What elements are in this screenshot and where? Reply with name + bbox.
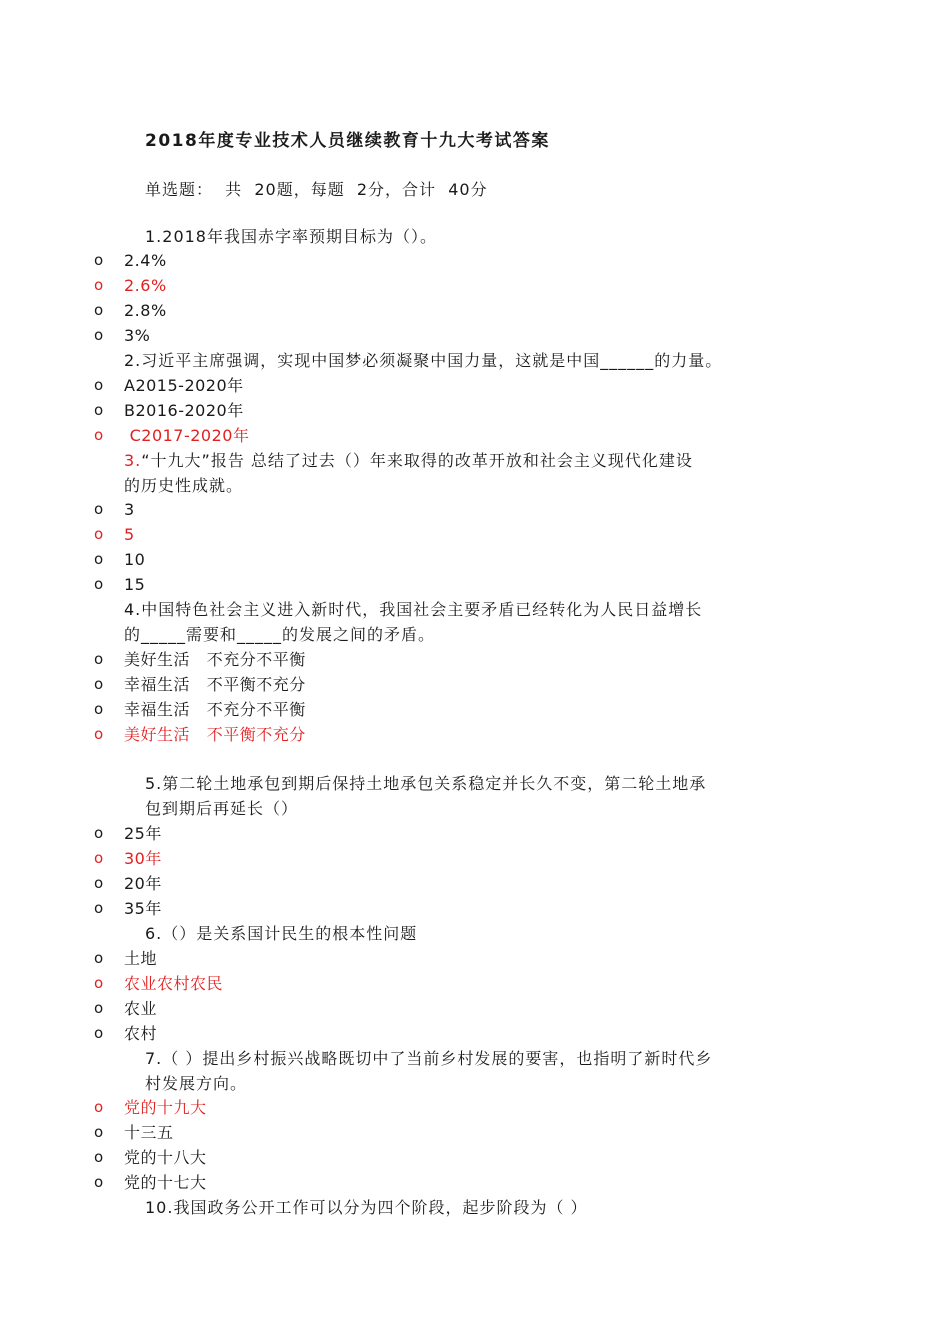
bullet-icon: o: [94, 500, 104, 518]
option-text: 党的十八大: [124, 1148, 207, 1167]
option-item: [0, 547, 950, 572]
option-text: 幸福生活 不平衡不充分: [124, 675, 306, 694]
question-text: 包到期后再延长（）: [145, 799, 299, 818]
option-text: C2017-2020年: [124, 426, 250, 445]
question-4: [124, 597, 702, 622]
option-item: [0, 1021, 950, 1046]
bullet-icon: o: [94, 675, 104, 693]
bullet-icon: o: [94, 426, 104, 444]
option-item: [0, 946, 950, 971]
option-text: 幸福生活 不充分不平衡: [124, 700, 306, 719]
option-item: [0, 572, 950, 597]
bullet-icon: o: [94, 824, 104, 842]
option-text: 农村: [124, 1024, 158, 1043]
option-item-correct: [0, 971, 950, 996]
bullet-icon: o: [94, 525, 104, 543]
option-item-correct: [0, 522, 950, 547]
question-1: [145, 224, 437, 249]
option-item: [0, 497, 950, 522]
question-7-continued: [145, 1071, 247, 1096]
option-text: 15: [124, 575, 146, 594]
question-3: [124, 448, 693, 473]
bullet-icon: o: [94, 1173, 104, 1191]
option-item: [0, 896, 950, 921]
option-text: 20年: [124, 874, 162, 893]
bullet-icon: o: [94, 550, 104, 568]
option-item: [0, 248, 950, 273]
option-item: [0, 373, 950, 398]
option-text: 2.8%: [124, 301, 167, 320]
question-2: [124, 348, 722, 373]
option-item: [0, 672, 950, 697]
question-number: 3.: [124, 451, 142, 470]
option-text: B2016-2020年: [124, 401, 244, 420]
option-text: 农业农村农民: [124, 974, 224, 993]
bullet-icon: o: [94, 650, 104, 668]
bullet-icon: o: [94, 1123, 104, 1141]
question-7: [145, 1046, 712, 1071]
option-text: 3%: [124, 326, 151, 345]
question-text: 10.我国政务公开工作可以分为四个阶段，起步阶段为（ ）: [145, 1198, 588, 1217]
bullet-icon: o: [94, 849, 104, 867]
option-text: 10: [124, 550, 146, 569]
option-item: [0, 996, 950, 1021]
option-item-correct: [0, 722, 950, 747]
bullet-icon: o: [94, 949, 104, 967]
question-4-continued: [124, 622, 435, 647]
option-text: 党的十九大: [124, 1098, 207, 1117]
question-text: 的历史性成就。: [124, 476, 244, 495]
option-item: [0, 1145, 950, 1170]
question-text: 7.（ ）提出乡村振兴战略既切中了当前乡村发展的要害，也指明了新时代乡: [145, 1049, 713, 1068]
option-text: 十三五: [124, 1123, 174, 1142]
question-5-continued: [145, 796, 298, 821]
option-text: 3: [124, 500, 135, 519]
option-text: 30年: [124, 849, 162, 868]
bullet-icon: o: [94, 899, 104, 917]
option-text: 2.4%: [124, 251, 167, 270]
question-6: [145, 921, 417, 946]
bullet-icon: o: [94, 276, 104, 294]
bullet-icon: o: [94, 376, 104, 394]
option-item-correct: [0, 1095, 950, 1120]
option-item: [0, 697, 950, 722]
option-item: [0, 821, 950, 846]
question-text: 5.第二轮土地承包到期后保持土地承包关系稳定并长久不变，第二轮土地承: [145, 774, 707, 793]
option-item: [0, 871, 950, 896]
document-title: 2018年度专业技术人员继续教育十九大考试答案: [145, 131, 550, 151]
question-text: 4.中国特色社会主义进入新时代，我国社会主要矛盾已经转化为人民日益增长: [124, 600, 703, 619]
option-item-correct: [0, 846, 950, 871]
question-text: 村发展方向。: [145, 1074, 248, 1093]
option-text: 2.6%: [124, 276, 167, 295]
question-5: [145, 771, 706, 796]
option-item: [0, 323, 950, 348]
option-item: [0, 298, 950, 323]
option-text: 土地: [124, 949, 158, 968]
question-text: 2.习近平主席强调，实现中国梦必须凝聚中国力量，这就是中国______的力量。: [124, 351, 723, 370]
bullet-icon: o: [94, 999, 104, 1017]
exam-summary: 单选题： 共 20题，每题 2分，合计 40分: [145, 180, 488, 199]
option-text: 25年: [124, 824, 162, 843]
option-text: 美好生活 不充分不平衡: [124, 650, 306, 669]
bullet-icon: o: [94, 1024, 104, 1042]
option-text: 35年: [124, 899, 162, 918]
question-text: 6.（）是关系国计民生的根本性问题: [145, 924, 418, 943]
bullet-icon: o: [94, 874, 104, 892]
bullet-icon: o: [94, 700, 104, 718]
question-text: 1.2018年我国赤字率预期目标为（）。: [145, 227, 437, 246]
option-text: 5: [124, 525, 135, 544]
question-3-continued: [124, 473, 243, 498]
option-item: [0, 1120, 950, 1145]
bullet-icon: o: [94, 301, 104, 319]
option-text: 党的十七大: [124, 1173, 207, 1192]
bullet-icon: o: [94, 575, 104, 593]
option-text: A2015-2020年: [124, 376, 244, 395]
option-item: [0, 647, 950, 672]
bullet-icon: o: [94, 401, 104, 419]
bullet-icon: o: [94, 974, 104, 992]
option-text: 美好生活 不平衡不充分: [124, 725, 306, 744]
option-item-correct: [0, 423, 950, 448]
option-item-correct: [0, 273, 950, 298]
bullet-icon: o: [94, 725, 104, 743]
question-10: [145, 1195, 588, 1220]
question-text: “十九大”报告 总结了过去（）年来取得的改革开放和社会主义现代化建设: [141, 451, 693, 470]
option-item: [0, 1170, 950, 1195]
option-text: 农业: [124, 999, 158, 1018]
option-item: [0, 398, 950, 423]
bullet-icon: o: [94, 251, 104, 269]
bullet-icon: o: [94, 1148, 104, 1166]
bullet-icon: o: [94, 326, 104, 344]
question-text: 的_____需要和_____的发展之间的矛盾。: [124, 625, 436, 644]
bullet-icon: o: [94, 1098, 104, 1116]
